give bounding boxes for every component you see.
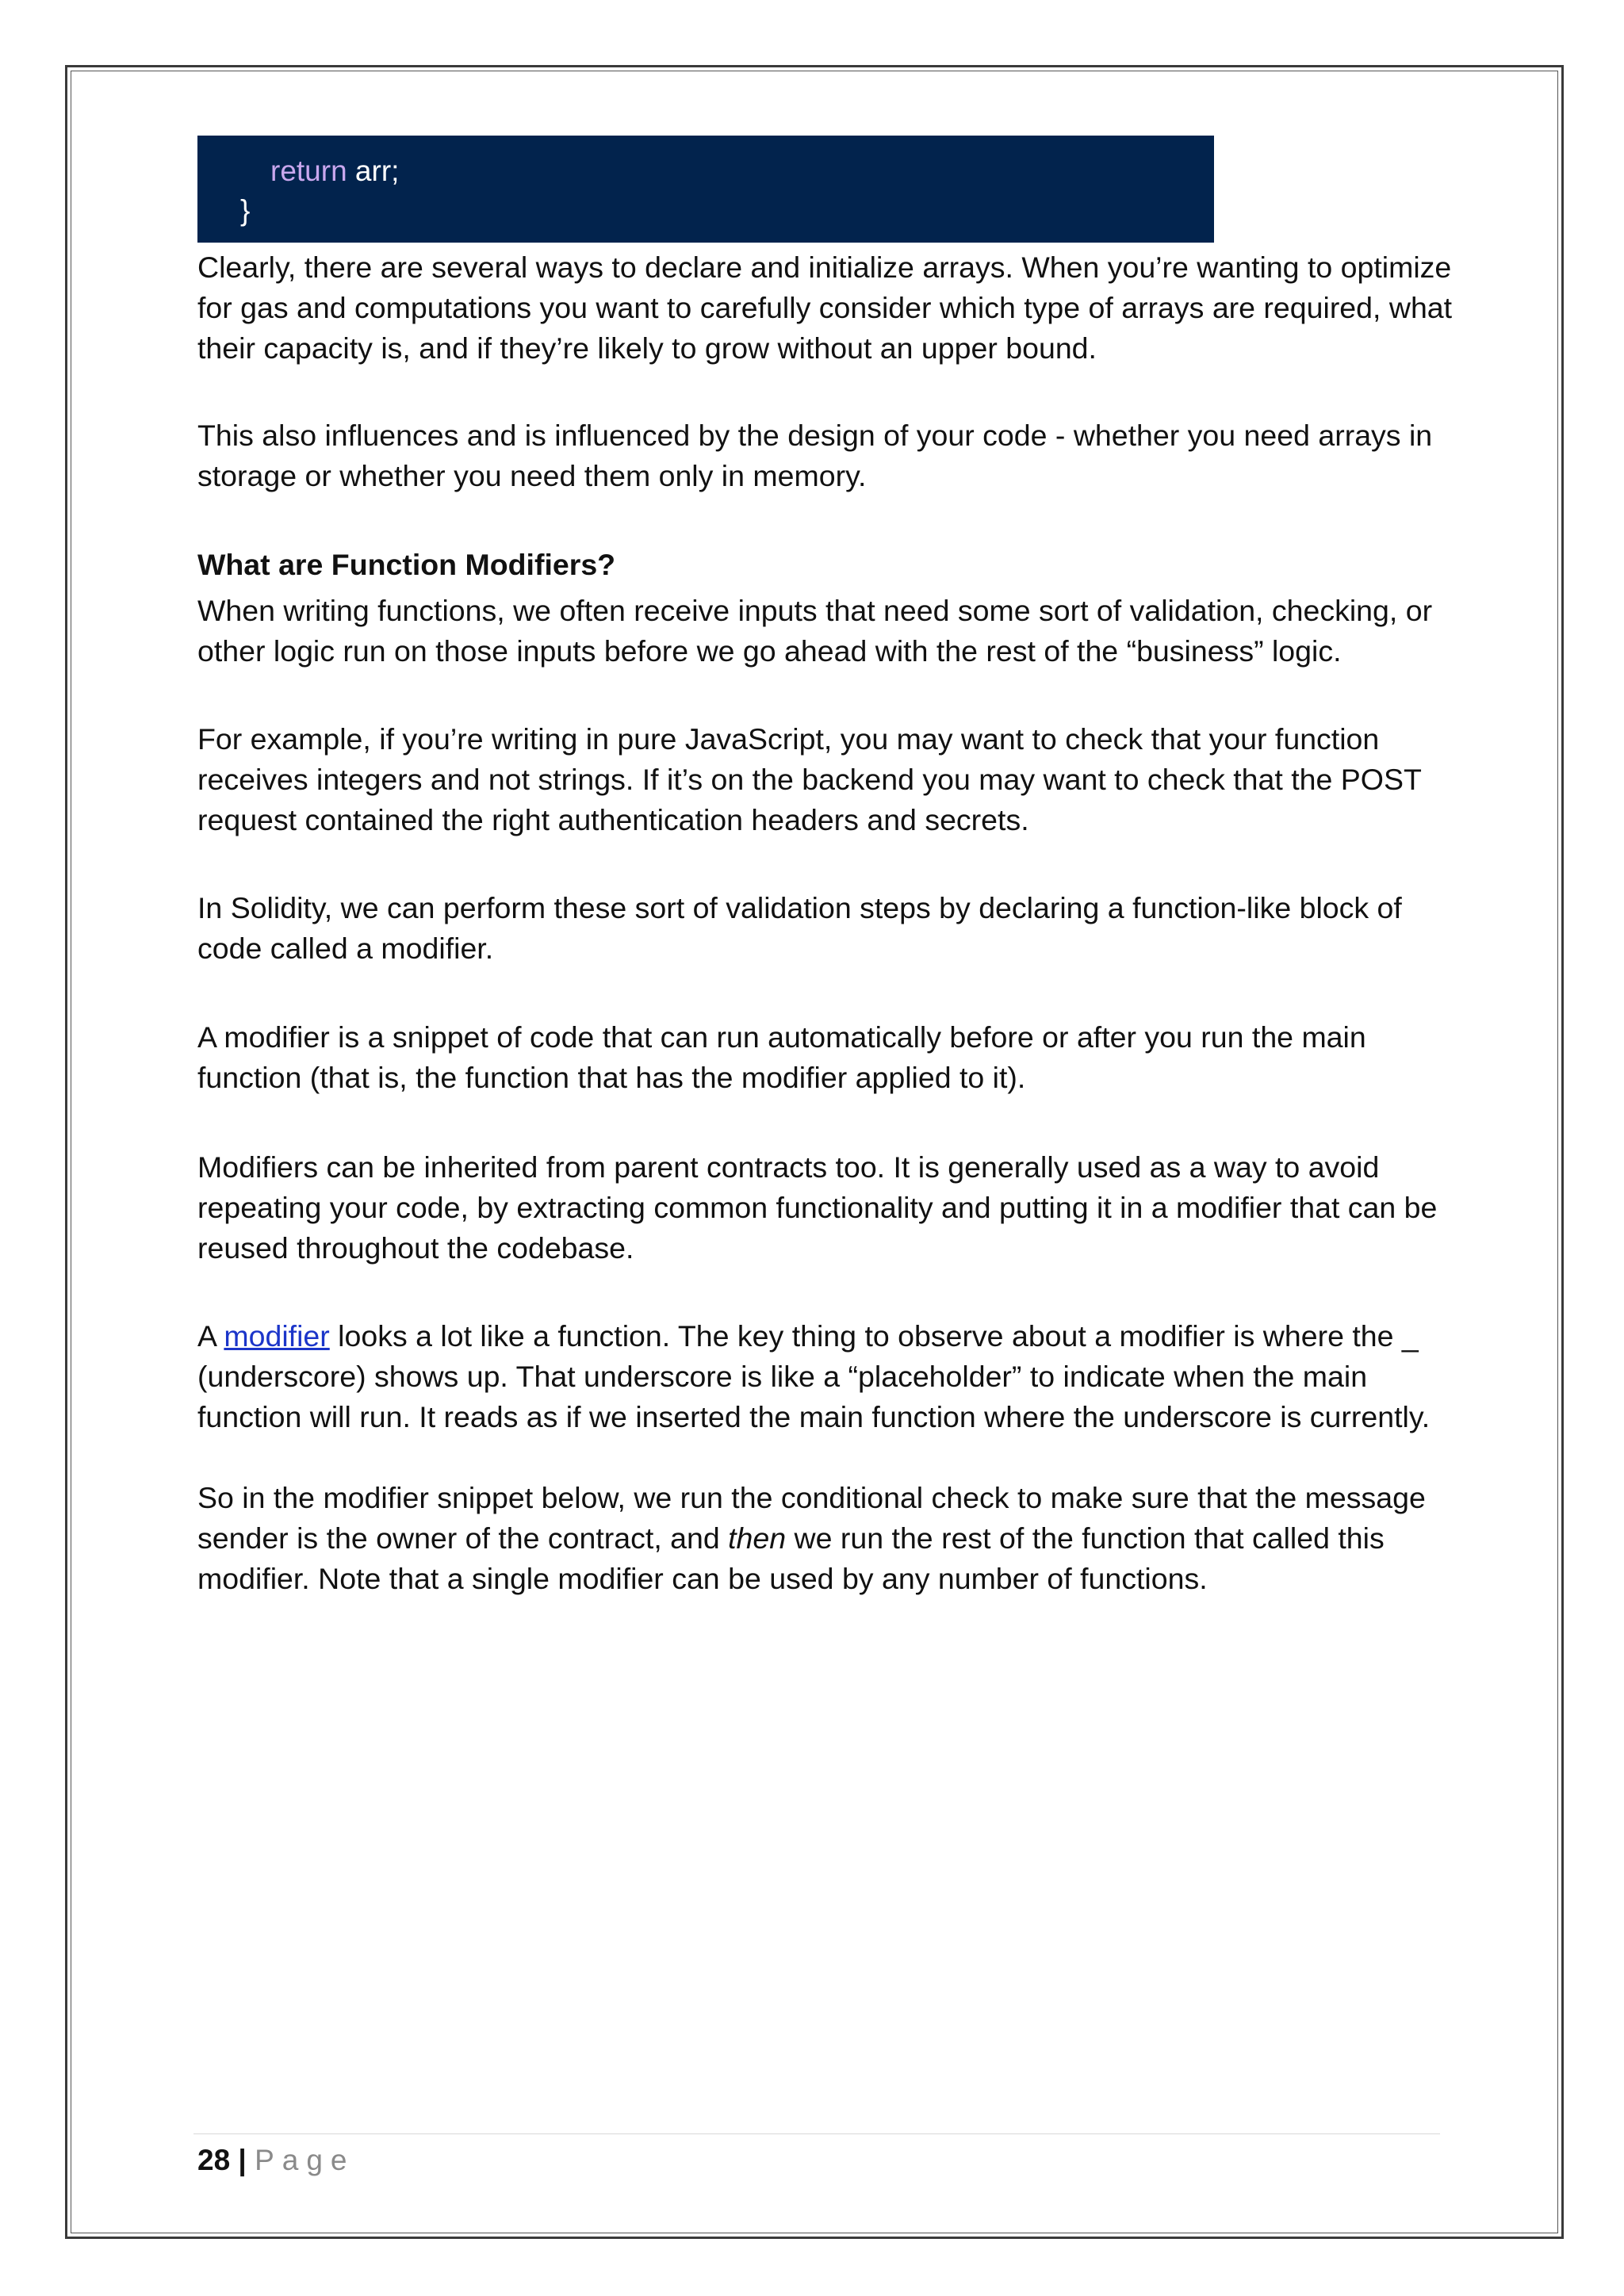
page-label: Page [255, 2144, 355, 2176]
paragraph-snippet-prefix: So in the modifier snippet below, we run the conditional check to make sure that the message sender is the owner of the contract, and [197, 1481, 1426, 1555]
paragraph-underscore-text: looks a lot like a function. The key thing to observe about a modifier is where the _ (underscore) shows up. That underscore is like a “placeholder” to indicate when the main function will run. It reads as if we inserted the main function where the underscore is currently. [197, 1319, 1431, 1433]
code-line-return [270, 151, 399, 191]
page-number: 28 [197, 2144, 231, 2176]
paragraph-validation-intro: When writing functions, we often receive inputs that need some sort of validation, checking, or other logic run on those inputs before we go ahead with the rest of the “business” logic. [197, 594, 1433, 668]
code-return-value: arr; [347, 155, 400, 187]
section-heading: What are Function Modifiers? [197, 548, 616, 581]
paragraph-underscore-prefix: A [197, 1319, 224, 1353]
code-block [197, 136, 1214, 243]
footer-divider [193, 2133, 1440, 2134]
emphasis-then: then [728, 1521, 787, 1555]
paragraph-solidity-modifier: In Solidity, we can perform these sort of validation steps by declaring a function-like block of code called a modifier. [197, 891, 1402, 965]
footer-separator: | [230, 2144, 255, 2176]
modifier-link[interactable]: modifier [224, 1319, 330, 1353]
paragraph-snippet-suffix: we run the rest of the function that called this modifier. Note that a single modifier can be used by any number of functions. [197, 1521, 1385, 1595]
paragraph-underscore [197, 1316, 1466, 1437]
paragraph-arrays-summary: Clearly, there are several ways to declare and initialize arrays. When you’re wanting to optimize for gas and computations you want to carefully consider which type of arrays are required, what their capacity is, and if they’re likely to grow without an upper bound. [197, 251, 1453, 365]
paragraph-snippet-explanation [197, 1478, 1466, 1599]
page-footer [197, 2141, 355, 2180]
paragraph-inheritance: Modifiers can be inherited from parent contracts too. It is generally used as a way to avoid repeating your code, by extracting common functionality and putting it in a modifier that can be reused throughout the codebase. [197, 1150, 1438, 1265]
code-keyword-return: return [270, 155, 347, 187]
paragraph-modifier-definition: A modifier is a snippet of code that can run automatically before or after you run the main function (that is, the function that has the modifier applied to it). [197, 1020, 1366, 1094]
code-closing-brace: } [240, 194, 251, 227]
paragraph-javascript-example: For example, if you’re writing in pure JavaScript, you may want to check that your function receives integers and not strings. If it’s on the backend you may want to check that the POST request contained the right authentication headers and secrets. [197, 722, 1422, 836]
paragraph-storage-memory: This also influences and is influenced by the design of your code - whether you need arrays in storage or whether you need them only in memory. [197, 419, 1433, 492]
